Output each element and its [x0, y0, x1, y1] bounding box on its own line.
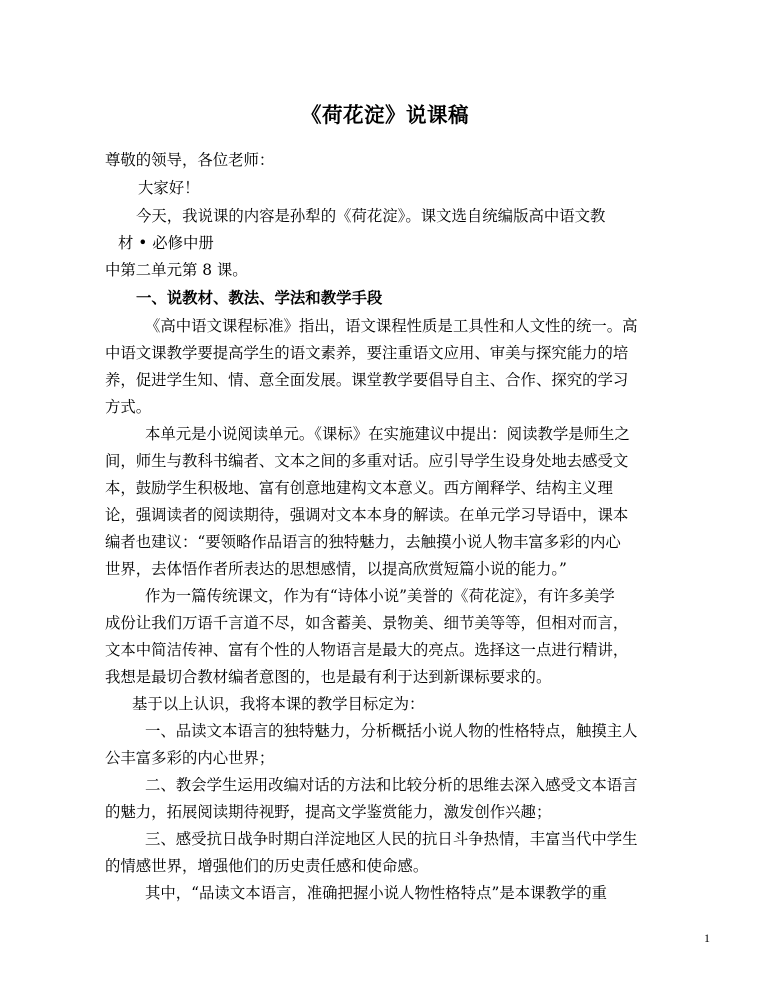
paragraph-line: 中第二单元第 8 课。: [105, 261, 248, 279]
page-number: 1: [704, 931, 710, 945]
paragraph-line: 世界，去体悟作者所表达的思想感情，以提高欣赏短篇小说的能力。”: [105, 560, 567, 578]
paragraph-line: 我想是最切合教材编者意图的，也是最有利于达到新课标要求的。: [105, 668, 552, 686]
paragraph-line: 中语文课教学要提高学生的语文素养，要注重语文应用、审美与探究能力的培: [105, 344, 629, 362]
paragraph-line: 论，强调读者的阅读期待，强调对文本本身的解读。在单元学习导语中，课本: [105, 506, 629, 524]
section-heading: 一、说教材、教法、学法和教学手段: [136, 289, 383, 307]
objective-line: 二、教会学生运用改编对话的方法和比较分析的思维去深入感受文本语言: [145, 776, 638, 794]
paragraph-line: 本，鼓励学生积极地、富有创意地建构文本意义。西方阐释学、结构主义理: [105, 479, 613, 497]
paragraph-line: 方式。: [105, 398, 152, 416]
paragraph-line: 今天，我说课的内容是孙犁的《荷花淀》。课文选自统编版高中语文教: [136, 207, 606, 225]
objective-line: 一、品读文本语言的独特魅力，分析概括小说人物的性格特点，触摸主人: [145, 722, 638, 740]
paragraph-line: 基于以上认识，我将本课的教学目标定为：: [132, 695, 425, 713]
paragraph-line: 《高中语文课程标准》指出，语文课程性质是工具性和人文性的统一。高: [145, 317, 638, 335]
greeting-line: 大家好！: [138, 179, 200, 197]
objective-line: 三、感受抗日战争时期白洋淀地区人民的抗日斗争热情，丰富当代中学生: [145, 830, 638, 848]
paragraph-line: 文本中简洁传神、富有个性的人物语言是最大的亮点。选择这一点进行精讲，: [105, 641, 629, 659]
paragraph-line: 养，促进学生知、情、意全面发展。课堂教学要倡导自主、合作、探究的学习: [105, 371, 629, 389]
salutation-line: 尊敬的领导，各位老师：: [105, 151, 275, 169]
paragraph-line: 编者也建议：“要领略作品语言的独特魅力，去触摸小说人物丰富多彩的内心: [105, 533, 621, 551]
paragraph-line: 成份让我们万语千言道不尽，如含蓄美、景物美、细节美等等，但相对而言，: [105, 614, 629, 632]
paragraph-line: 间，师生与教科书编者、文本之间的多重对话。应引导学生设身处地去感受文: [105, 452, 629, 470]
objective-line: 公丰富多彩的内心世界；: [105, 749, 275, 767]
paragraph-line: 其中，“品读文本语言，准确把握小说人物性格特点”是本课教学的重: [145, 884, 608, 902]
paragraph-line: 材 • 必修中册: [118, 234, 214, 252]
paragraph-line: 本单元是小说阅读单元。《课标》在实施建议中提出：阅读教学是师生之: [145, 425, 630, 443]
paragraph-line: 作为一篇传统课文，作为有“诗体小说”美誉的《荷花淀》，有许多美学: [145, 587, 615, 605]
objective-line: 的魅力，拓展阅读期待视野，提高文学鉴赏能力，激发创作兴趣；: [105, 803, 552, 821]
document-title: 《荷花淀》说课稿: [301, 103, 469, 127]
objective-line: 的情感世界，增强他们的历史责任感和使命感。: [105, 857, 429, 875]
